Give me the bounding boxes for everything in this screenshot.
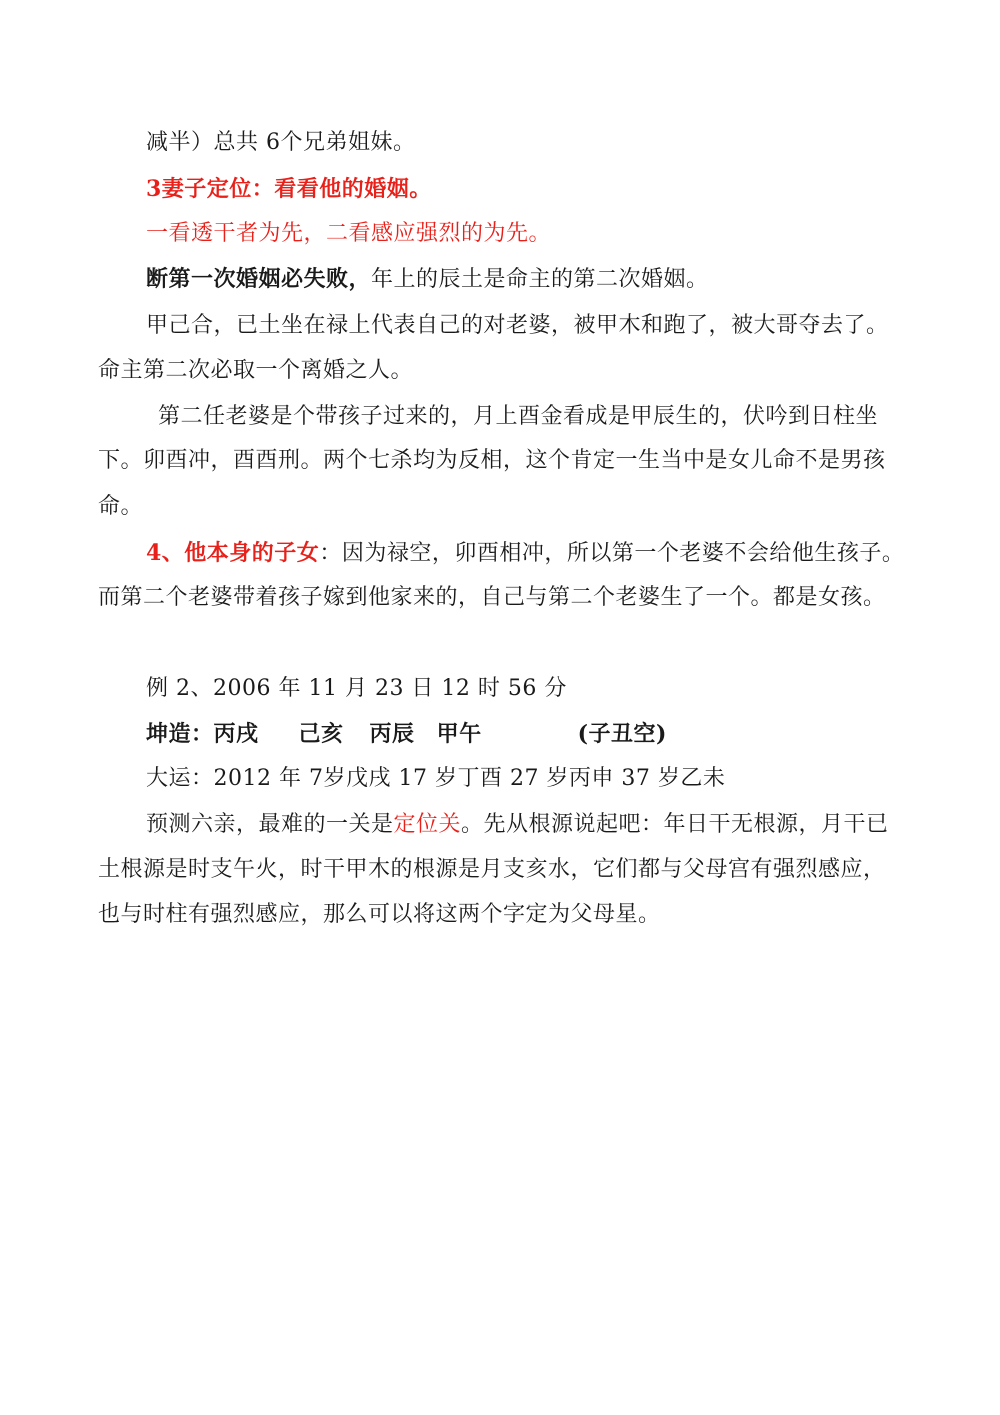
pillar-day: 丙辰	[369, 721, 415, 747]
kong-note: (子丑空)	[577, 721, 667, 747]
bold-statement: 断第一次婚姻必失败，	[146, 266, 372, 292]
section-subheading: 一看透干者为先，二看感应强烈的为先。	[146, 221, 552, 246]
pillar-year: 丙戌	[213, 721, 259, 747]
paragraph-line: 减半）总共 6个兄弟姐妹。	[146, 130, 416, 155]
chart-line	[146, 719, 966, 749]
text-span: 。先从根源说起吧：年日干无根源，月干已	[461, 812, 889, 837]
pillar-month: 己亥	[298, 721, 344, 747]
section-heading-wife: 3妻子定位：看看他的婚姻。	[146, 176, 432, 202]
paragraph-line: 也与时柱有强烈感应，那么可以将这两个字定为父母星。	[98, 902, 661, 927]
pillar-hour: 甲午	[436, 721, 482, 747]
example-title: 例 2、2006 年 11 月 23 日 12 时 56 分	[146, 676, 567, 701]
paragraph-line: 下。卯酉冲，酉酉刑。两个七杀均为反相，这个肯定一生当中是女儿命不是男孩	[98, 448, 886, 473]
paragraph-line: 命。	[98, 494, 144, 519]
chart-label: 坤造：	[146, 721, 214, 747]
paragraph-line: 命主第二次必取一个离婚之人。	[98, 358, 414, 383]
paragraph-line: 甲己合，已土坐在禄上代表自己的对老婆，被甲木和跑了，被大哥夺去了。	[146, 313, 889, 338]
dayun-line: 大运：2012 年 7岁戊戌 17 岁丁酉 27 岁丙申 37 岁乙未	[146, 766, 726, 791]
paragraph-line	[146, 810, 966, 840]
paragraph-line: 第二任老婆是个带孩子过来的，月上酉金看成是甲辰生的，伏吟到日柱坐	[158, 404, 879, 429]
text-span: 年上的辰土是命主的第二次婚姻。	[371, 267, 709, 292]
paragraph-line	[146, 538, 966, 569]
paragraph-line: 土根源是时支午火，时干甲木的根源是月支亥水，它们都与父母宫有强烈感应，	[98, 857, 886, 882]
paragraph-line: 而第二个老婆带着孩子嫁到他家来的，自己与第二个老婆生了一个。都是女孩。	[98, 585, 886, 610]
text-span: ：因为禄空，卯酉相冲，所以第一个老婆不会给他生孩子。	[319, 541, 905, 566]
highlight-term: 定位关	[393, 812, 462, 837]
text-span: 预测六亲，最难的一关是	[146, 812, 394, 837]
paragraph-line	[146, 264, 966, 295]
section-heading-children: 4、他本身的子女	[146, 540, 320, 566]
